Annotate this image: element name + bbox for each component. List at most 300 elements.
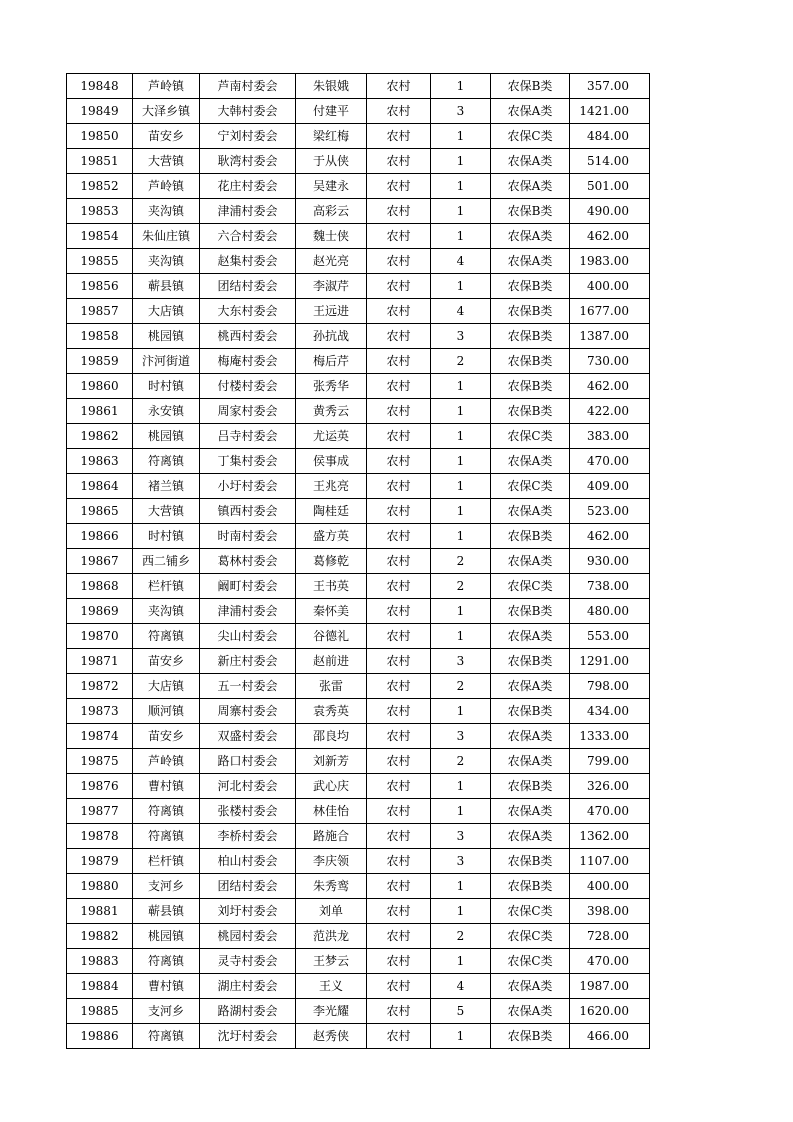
cell-area-type: 农村	[367, 549, 431, 574]
cell-record-id: 19880	[67, 874, 133, 899]
cell-area-type: 农村	[367, 399, 431, 424]
cell-village-committee: 时南村委会	[200, 524, 296, 549]
cell-person-name: 刘新芳	[296, 749, 367, 774]
cell-record-id: 19885	[67, 999, 133, 1024]
cell-household-count: 3	[431, 849, 491, 874]
cell-township: 栏杆镇	[133, 849, 200, 874]
cell-village-committee: 六合村委会	[200, 224, 296, 249]
cell-amount: 1620.00	[570, 999, 650, 1024]
cell-person-name: 武心庆	[296, 774, 367, 799]
cell-area-type: 农村	[367, 249, 431, 274]
cell-township: 大店镇	[133, 674, 200, 699]
cell-record-id: 19864	[67, 474, 133, 499]
cell-amount: 434.00	[570, 699, 650, 724]
table-row	[67, 324, 650, 349]
cell-area-type: 农村	[367, 624, 431, 649]
cell-area-type: 农村	[367, 824, 431, 849]
cell-amount: 462.00	[570, 524, 650, 549]
cell-record-id: 19854	[67, 224, 133, 249]
cell-insurance-category: 农保C类	[491, 474, 570, 499]
cell-record-id: 19859	[67, 349, 133, 374]
cell-household-count: 1	[431, 74, 491, 99]
cell-record-id: 19863	[67, 449, 133, 474]
cell-insurance-category: 农保A类	[491, 674, 570, 699]
cell-household-count: 1	[431, 874, 491, 899]
cell-village-committee: 付楼村委会	[200, 374, 296, 399]
table-row	[67, 899, 650, 924]
cell-insurance-category: 农保B类	[491, 599, 570, 624]
table-row	[67, 974, 650, 999]
cell-household-count: 1	[431, 424, 491, 449]
cell-insurance-category: 农保C类	[491, 124, 570, 149]
cell-amount: 484.00	[570, 124, 650, 149]
cell-insurance-category: 农保A类	[491, 824, 570, 849]
cell-village-committee: 李桥村委会	[200, 824, 296, 849]
table-row	[67, 999, 650, 1024]
cell-household-count: 1	[431, 474, 491, 499]
cell-village-committee: 津浦村委会	[200, 199, 296, 224]
cell-person-name: 梁红梅	[296, 124, 367, 149]
cell-record-id: 19882	[67, 924, 133, 949]
cell-household-count: 3	[431, 724, 491, 749]
cell-township: 时村镇	[133, 374, 200, 399]
cell-household-count: 1	[431, 199, 491, 224]
cell-amount: 466.00	[570, 1024, 650, 1049]
cell-area-type: 农村	[367, 774, 431, 799]
cell-record-id: 19856	[67, 274, 133, 299]
cell-township: 蕲县镇	[133, 274, 200, 299]
cell-insurance-category: 农保B类	[491, 349, 570, 374]
cell-amount: 422.00	[570, 399, 650, 424]
cell-township: 桃园镇	[133, 924, 200, 949]
cell-insurance-category: 农保B类	[491, 874, 570, 899]
cell-amount: 1421.00	[570, 99, 650, 124]
cell-record-id: 19848	[67, 74, 133, 99]
cell-household-count: 1	[431, 449, 491, 474]
cell-household-count: 1	[431, 774, 491, 799]
cell-area-type: 农村	[367, 674, 431, 699]
cell-area-type: 农村	[367, 524, 431, 549]
table-row	[67, 199, 650, 224]
cell-village-committee: 路湖村委会	[200, 999, 296, 1024]
cell-person-name: 王远进	[296, 299, 367, 324]
cell-amount: 400.00	[570, 874, 650, 899]
cell-household-count: 1	[431, 949, 491, 974]
table-row	[67, 824, 650, 849]
cell-person-name: 朱秀鸾	[296, 874, 367, 899]
cell-township: 曹村镇	[133, 774, 200, 799]
cell-village-committee: 五一村委会	[200, 674, 296, 699]
table-row	[67, 624, 650, 649]
cell-record-id: 19869	[67, 599, 133, 624]
cell-record-id: 19879	[67, 849, 133, 874]
cell-record-id: 19849	[67, 99, 133, 124]
cell-amount: 730.00	[570, 349, 650, 374]
cell-record-id: 19883	[67, 949, 133, 974]
cell-township: 芦岭镇	[133, 749, 200, 774]
cell-person-name: 张秀华	[296, 374, 367, 399]
cell-amount: 798.00	[570, 674, 650, 699]
cell-village-committee: 湖庄村委会	[200, 974, 296, 999]
cell-area-type: 农村	[367, 474, 431, 499]
cell-area-type: 农村	[367, 1024, 431, 1049]
cell-area-type: 农村	[367, 999, 431, 1024]
cell-village-committee: 丁集村委会	[200, 449, 296, 474]
records-table-body	[67, 74, 650, 1049]
cell-insurance-category: 农保B类	[491, 324, 570, 349]
cell-person-name: 梅后芹	[296, 349, 367, 374]
cell-insurance-category: 农保B类	[491, 1024, 570, 1049]
cell-insurance-category: 农保A类	[491, 174, 570, 199]
cell-record-id: 19870	[67, 624, 133, 649]
cell-household-count: 1	[431, 799, 491, 824]
cell-person-name: 王兆亮	[296, 474, 367, 499]
cell-person-name: 路施合	[296, 824, 367, 849]
cell-insurance-category: 农保C类	[491, 899, 570, 924]
cell-township: 大泽乡镇	[133, 99, 200, 124]
cell-township: 符离镇	[133, 949, 200, 974]
cell-village-committee: 小圩村委会	[200, 474, 296, 499]
cell-record-id: 19850	[67, 124, 133, 149]
cell-record-id: 19884	[67, 974, 133, 999]
cell-record-id: 19872	[67, 674, 133, 699]
cell-township: 支河乡	[133, 874, 200, 899]
cell-area-type: 农村	[367, 899, 431, 924]
cell-township: 朱仙庄镇	[133, 224, 200, 249]
table-row	[67, 449, 650, 474]
cell-record-id: 19868	[67, 574, 133, 599]
cell-insurance-category: 农保A类	[491, 999, 570, 1024]
cell-household-count: 1	[431, 374, 491, 399]
cell-amount: 1362.00	[570, 824, 650, 849]
table-row	[67, 499, 650, 524]
cell-area-type: 农村	[367, 174, 431, 199]
cell-person-name: 王义	[296, 974, 367, 999]
cell-village-committee: 周寨村委会	[200, 699, 296, 724]
table-row	[67, 74, 650, 99]
cell-record-id: 19851	[67, 149, 133, 174]
cell-person-name: 于从侠	[296, 149, 367, 174]
cell-village-committee: 耿湾村委会	[200, 149, 296, 174]
table-row	[67, 749, 650, 774]
cell-area-type: 农村	[367, 949, 431, 974]
table-row	[67, 649, 650, 674]
cell-township: 夹沟镇	[133, 249, 200, 274]
cell-person-name: 盛方英	[296, 524, 367, 549]
cell-insurance-category: 农保A类	[491, 149, 570, 174]
cell-township: 符离镇	[133, 799, 200, 824]
cell-amount: 462.00	[570, 374, 650, 399]
cell-insurance-category: 农保B类	[491, 299, 570, 324]
table-row	[67, 949, 650, 974]
cell-area-type: 农村	[367, 599, 431, 624]
cell-township: 栏杆镇	[133, 574, 200, 599]
cell-household-count: 3	[431, 99, 491, 124]
cell-person-name: 尤运英	[296, 424, 367, 449]
cell-township: 符离镇	[133, 449, 200, 474]
cell-person-name: 赵光亮	[296, 249, 367, 274]
cell-area-type: 农村	[367, 849, 431, 874]
cell-household-count: 1	[431, 224, 491, 249]
table-row	[67, 299, 650, 324]
table-row	[67, 399, 650, 424]
cell-township: 永安镇	[133, 399, 200, 424]
cell-record-id: 19866	[67, 524, 133, 549]
cell-amount: 357.00	[570, 74, 650, 99]
table-row	[67, 224, 650, 249]
cell-amount: 480.00	[570, 599, 650, 624]
cell-township: 西二铺乡	[133, 549, 200, 574]
cell-insurance-category: 农保B类	[491, 524, 570, 549]
cell-village-committee: 柏山村委会	[200, 849, 296, 874]
cell-person-name: 赵秀侠	[296, 1024, 367, 1049]
cell-area-type: 农村	[367, 224, 431, 249]
cell-township: 符离镇	[133, 1024, 200, 1049]
cell-record-id: 19857	[67, 299, 133, 324]
cell-record-id: 19853	[67, 199, 133, 224]
cell-household-count: 1	[431, 699, 491, 724]
cell-person-name: 赵前进	[296, 649, 367, 674]
cell-village-committee: 津浦村委会	[200, 599, 296, 624]
cell-area-type: 农村	[367, 299, 431, 324]
cell-person-name: 侯事成	[296, 449, 367, 474]
cell-household-count: 2	[431, 749, 491, 774]
cell-insurance-category: 农保A类	[491, 224, 570, 249]
cell-village-committee: 新庄村委会	[200, 649, 296, 674]
cell-person-name: 陶桂廷	[296, 499, 367, 524]
cell-person-name: 吴建永	[296, 174, 367, 199]
cell-household-count: 1	[431, 899, 491, 924]
cell-village-committee: 阚町村委会	[200, 574, 296, 599]
cell-amount: 553.00	[570, 624, 650, 649]
cell-person-name: 魏士侠	[296, 224, 367, 249]
cell-township: 夹沟镇	[133, 599, 200, 624]
table-row	[67, 349, 650, 374]
cell-area-type: 农村	[367, 449, 431, 474]
cell-household-count: 5	[431, 999, 491, 1024]
cell-person-name: 付建平	[296, 99, 367, 124]
table-row	[67, 874, 650, 899]
table-row	[67, 1024, 650, 1049]
cell-record-id: 19886	[67, 1024, 133, 1049]
cell-village-committee: 团结村委会	[200, 274, 296, 299]
cell-household-count: 2	[431, 674, 491, 699]
cell-township: 顺河镇	[133, 699, 200, 724]
table-row	[67, 799, 650, 824]
cell-record-id: 19860	[67, 374, 133, 399]
cell-insurance-category: 农保B类	[491, 374, 570, 399]
cell-insurance-category: 农保B类	[491, 649, 570, 674]
cell-person-name: 邵良均	[296, 724, 367, 749]
table-row	[67, 124, 650, 149]
cell-area-type: 农村	[367, 424, 431, 449]
cell-village-committee: 双盛村委会	[200, 724, 296, 749]
cell-village-committee: 大东村委会	[200, 299, 296, 324]
cell-record-id: 19877	[67, 799, 133, 824]
cell-amount: 1983.00	[570, 249, 650, 274]
table-row	[67, 849, 650, 874]
cell-amount: 930.00	[570, 549, 650, 574]
cell-village-committee: 尖山村委会	[200, 624, 296, 649]
table-row	[67, 174, 650, 199]
cell-area-type: 农村	[367, 499, 431, 524]
cell-amount: 470.00	[570, 449, 650, 474]
table-row	[67, 599, 650, 624]
cell-person-name: 孙抗战	[296, 324, 367, 349]
cell-village-committee: 刘圩村委会	[200, 899, 296, 924]
cell-amount: 1291.00	[570, 649, 650, 674]
cell-person-name: 李淑芹	[296, 274, 367, 299]
cell-insurance-category: 农保B类	[491, 199, 570, 224]
table-row	[67, 249, 650, 274]
cell-record-id: 19855	[67, 249, 133, 274]
cell-insurance-category: 农保A类	[491, 724, 570, 749]
cell-household-count: 3	[431, 324, 491, 349]
cell-household-count: 4	[431, 299, 491, 324]
cell-record-id: 19876	[67, 774, 133, 799]
cell-insurance-category: 农保C类	[491, 924, 570, 949]
cell-insurance-category: 农保A类	[491, 499, 570, 524]
cell-village-committee: 花庄村委会	[200, 174, 296, 199]
cell-insurance-category: 农保B类	[491, 274, 570, 299]
cell-person-name: 谷德礼	[296, 624, 367, 649]
cell-township: 芦岭镇	[133, 174, 200, 199]
cell-household-count: 3	[431, 824, 491, 849]
cell-person-name: 林佳怡	[296, 799, 367, 824]
cell-area-type: 农村	[367, 124, 431, 149]
cell-record-id: 19867	[67, 549, 133, 574]
cell-insurance-category: 农保B类	[491, 74, 570, 99]
cell-village-committee: 镇西村委会	[200, 499, 296, 524]
cell-area-type: 农村	[367, 374, 431, 399]
cell-area-type: 农村	[367, 99, 431, 124]
cell-insurance-category: 农保A类	[491, 624, 570, 649]
cell-area-type: 农村	[367, 74, 431, 99]
cell-village-committee: 吕寺村委会	[200, 424, 296, 449]
cell-township: 苗安乡	[133, 724, 200, 749]
cell-township: 苗安乡	[133, 124, 200, 149]
cell-household-count: 1	[431, 274, 491, 299]
cell-insurance-category: 农保A类	[491, 449, 570, 474]
cell-village-committee: 张楼村委会	[200, 799, 296, 824]
cell-area-type: 农村	[367, 199, 431, 224]
cell-village-committee: 桃西村委会	[200, 324, 296, 349]
cell-household-count: 1	[431, 624, 491, 649]
cell-area-type: 农村	[367, 874, 431, 899]
cell-village-committee: 赵集村委会	[200, 249, 296, 274]
cell-person-name: 王梦云	[296, 949, 367, 974]
cell-person-name: 高彩云	[296, 199, 367, 224]
cell-household-count: 1	[431, 149, 491, 174]
cell-person-name: 黄秀云	[296, 399, 367, 424]
cell-record-id: 19873	[67, 699, 133, 724]
cell-township: 大店镇	[133, 299, 200, 324]
table-row	[67, 774, 650, 799]
cell-household-count: 4	[431, 249, 491, 274]
cell-village-committee: 河北村委会	[200, 774, 296, 799]
cell-amount: 470.00	[570, 799, 650, 824]
cell-insurance-category: 农保A类	[491, 549, 570, 574]
cell-township: 支河乡	[133, 999, 200, 1024]
cell-area-type: 农村	[367, 749, 431, 774]
cell-township: 符离镇	[133, 624, 200, 649]
cell-household-count: 2	[431, 549, 491, 574]
cell-area-type: 农村	[367, 649, 431, 674]
cell-area-type: 农村	[367, 699, 431, 724]
cell-township: 汴河街道	[133, 349, 200, 374]
cell-record-id: 19861	[67, 399, 133, 424]
cell-household-count: 1	[431, 599, 491, 624]
table-row	[67, 924, 650, 949]
cell-insurance-category: 农保A类	[491, 974, 570, 999]
cell-person-name: 范洪龙	[296, 924, 367, 949]
cell-insurance-category: 农保B类	[491, 399, 570, 424]
cell-amount: 1987.00	[570, 974, 650, 999]
cell-amount: 1677.00	[570, 299, 650, 324]
cell-household-count: 1	[431, 124, 491, 149]
cell-village-committee: 宁刘村委会	[200, 124, 296, 149]
cell-insurance-category: 农保C类	[491, 424, 570, 449]
cell-village-committee: 葛林村委会	[200, 549, 296, 574]
cell-household-count: 4	[431, 974, 491, 999]
cell-township: 褚兰镇	[133, 474, 200, 499]
cell-village-committee: 路口村委会	[200, 749, 296, 774]
cell-person-name: 葛修乾	[296, 549, 367, 574]
cell-area-type: 农村	[367, 324, 431, 349]
cell-household-count: 2	[431, 349, 491, 374]
cell-person-name: 秦怀美	[296, 599, 367, 624]
cell-township: 夹沟镇	[133, 199, 200, 224]
cell-township: 芦岭镇	[133, 74, 200, 99]
cell-person-name: 李光耀	[296, 999, 367, 1024]
cell-person-name: 袁秀英	[296, 699, 367, 724]
cell-household-count: 1	[431, 524, 491, 549]
cell-amount: 728.00	[570, 924, 650, 949]
cell-amount: 523.00	[570, 499, 650, 524]
cell-person-name: 张雷	[296, 674, 367, 699]
cell-amount: 1333.00	[570, 724, 650, 749]
cell-area-type: 农村	[367, 799, 431, 824]
cell-household-count: 1	[431, 1024, 491, 1049]
cell-amount: 409.00	[570, 474, 650, 499]
cell-township: 桃园镇	[133, 324, 200, 349]
cell-amount: 400.00	[570, 274, 650, 299]
cell-amount: 501.00	[570, 174, 650, 199]
cell-insurance-category: 农保B类	[491, 849, 570, 874]
records-table	[66, 73, 650, 1049]
cell-village-committee: 灵寺村委会	[200, 949, 296, 974]
cell-record-id: 19878	[67, 824, 133, 849]
table-row	[67, 474, 650, 499]
cell-township: 大营镇	[133, 499, 200, 524]
cell-amount: 1107.00	[570, 849, 650, 874]
cell-record-id: 19881	[67, 899, 133, 924]
cell-insurance-category: 农保A类	[491, 799, 570, 824]
cell-record-id: 19858	[67, 324, 133, 349]
cell-insurance-category: 农保C类	[491, 949, 570, 974]
cell-amount: 490.00	[570, 199, 650, 224]
table-row	[67, 699, 650, 724]
cell-record-id: 19865	[67, 499, 133, 524]
cell-household-count: 1	[431, 399, 491, 424]
cell-area-type: 农村	[367, 924, 431, 949]
cell-insurance-category: 农保C类	[491, 574, 570, 599]
table-row	[67, 574, 650, 599]
cell-village-committee: 芦南村委会	[200, 74, 296, 99]
cell-insurance-category: 农保B类	[491, 774, 570, 799]
cell-area-type: 农村	[367, 574, 431, 599]
cell-township: 时村镇	[133, 524, 200, 549]
